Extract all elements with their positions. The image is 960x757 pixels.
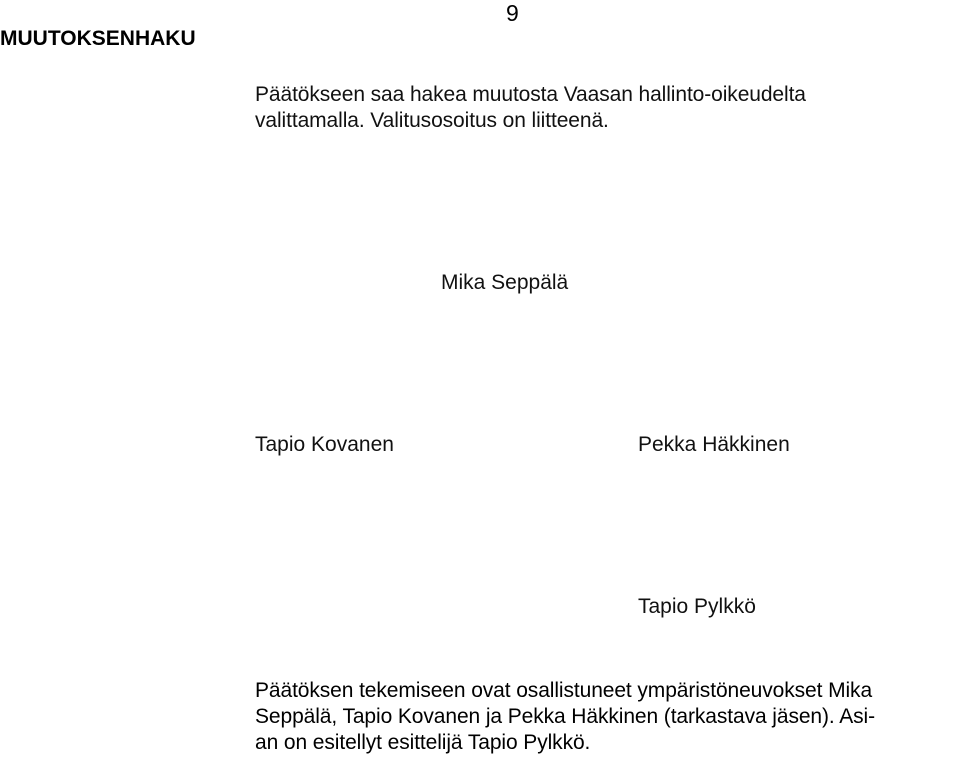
appeal-paragraph-line: Päätökseen saa hakea muutosta Vaasan hallinto-oikeudelta <box>255 83 806 106</box>
signature-member-1: Tapio Kovanen <box>255 433 394 456</box>
page-number: 9 <box>506 0 519 26</box>
signature-member-2: Pekka Häkkinen <box>638 433 790 456</box>
appeal-paragraph-line: valittamalla. Valitusosoitus on liitteenä. <box>255 109 609 132</box>
participants-paragraph-line: Seppälä, Tapio Kovanen ja Pekka Häkkinen (tarkastava jäsen). Asi- <box>255 705 875 728</box>
participants-paragraph-line: Päätöksen tekemiseen ovat osallistuneet ympäristöneuvokset Mika <box>255 679 873 702</box>
appeal-paragraph <box>255 82 806 134</box>
participants-paragraph <box>255 678 875 756</box>
section-heading: MUUTOKSENHAKU <box>0 27 196 50</box>
signature-referendary: Tapio Pylkkö <box>638 595 756 618</box>
signature-chair: Mika Seppälä <box>441 271 569 294</box>
participants-paragraph-line: an on esitellyt esittelijä Tapio Pylkkö. <box>255 731 591 754</box>
